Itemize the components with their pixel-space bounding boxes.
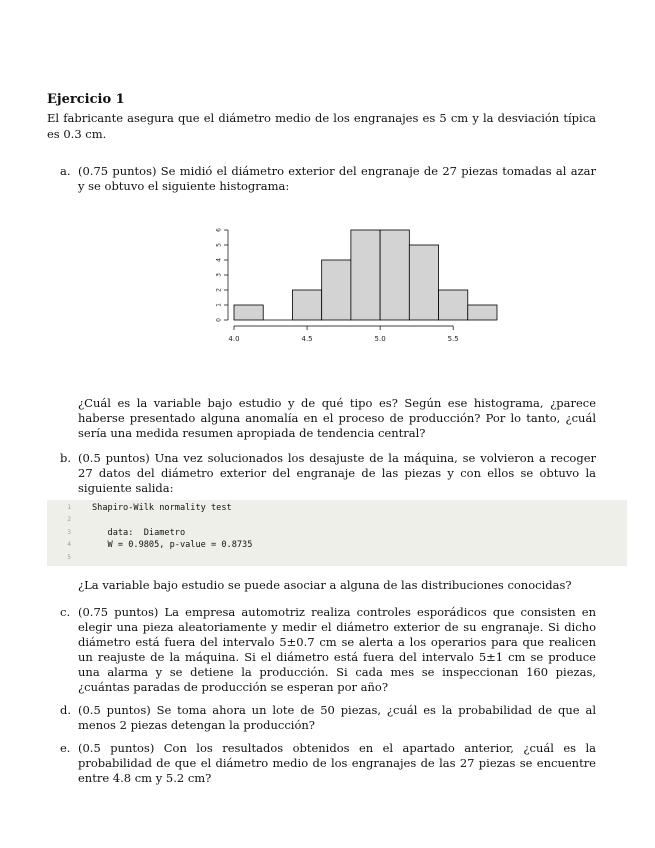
item-c-text: (0.75 puntos) La empresa automotriz realiza controles esporádicos que consisten en elegir una pieza aleatoriamente y medir el diámetro exterior de su engranaje. Si dicho diámetro está fuera del intervalo 5±0.7 cm se alerta a los operarios para que realicen un reajuste de la máquina. Si el diámetro está fuera del intervalo 5±1 cm se produce una alarma y se detiene la producción. Si cada mes se inspeccionan 160 piezas, ¿cuántas paradas de producción se esperan por año?	[78, 604, 596, 694]
code-line	[47, 539, 627, 551]
code-block	[47, 500, 627, 566]
line-number: 3	[67, 528, 71, 536]
item-b-text: (0.5 puntos) Una vez solucionados los desajuste de la máquina, se volvieron a recoger 27 datos del diámetro exterior del engranaje de las piezas y con ellos se obtuvo la siguiente salida:	[78, 451, 596, 495]
item-a	[47, 164, 596, 441]
item-e-marker: e.	[60, 740, 71, 755]
histogram-bar	[409, 245, 438, 320]
histogram-bar	[234, 305, 263, 320]
x-tick-label: 4.0	[228, 335, 240, 343]
code-line	[47, 514, 627, 526]
y-tick-label: 0	[215, 318, 223, 322]
y-tick-label: 5	[215, 243, 223, 247]
histogram-bar	[439, 290, 468, 320]
histogram-bar	[468, 305, 497, 320]
item-e	[47, 741, 596, 786]
item-c-marker: c.	[60, 604, 71, 619]
exercise-title: Ejercicio 1	[47, 92, 125, 107]
item-a-marker: a.	[60, 164, 71, 178]
code-line	[47, 552, 627, 564]
line-number: 2	[67, 516, 71, 524]
histogram-bar	[351, 230, 380, 320]
y-tick-label: 1	[215, 303, 223, 307]
code-line	[47, 527, 627, 539]
item-b-marker: b.	[60, 451, 72, 465]
item-e-text: (0.5 puntos) Con los resultados obtenidos en el apartado anterior, ¿cuál es la probabilidad de que el diámetro medio de los engranajes de las 27 piezas se encuentre entre 4.8 cm y 5.2 cm?	[78, 740, 596, 785]
code-line	[47, 502, 627, 514]
histogram-chart	[192, 224, 522, 356]
x-tick-label: 4.5	[301, 335, 313, 343]
item-d-marker: d.	[60, 702, 72, 717]
item-d-text: (0.5 puntos) Se toma ahora un lote de 50 piezas, ¿cuál es la probabilidad de que al menos 2 piezas detengan la producción?	[78, 702, 596, 732]
item-a-text: (0.75 puntos) Se midió el diámetro exterior del engranaje de 27 piezas tomadas al azar y se obtuvo el siguiente histograma:	[78, 164, 596, 193]
histogram-bar	[322, 260, 351, 320]
line-number: 4	[67, 541, 71, 549]
x-tick-label: 5.0	[374, 335, 386, 343]
histogram-bar	[292, 290, 321, 320]
line-number: 1	[67, 504, 71, 511]
x-tick-label: 5.5	[447, 335, 459, 343]
item-b	[47, 451, 596, 593]
code-text: data: Diametro	[92, 527, 186, 538]
y-tick-label: 2	[215, 288, 223, 292]
code-text: Shapiro-Wilk normality test	[92, 503, 232, 513]
y-tick-label: 6	[215, 228, 223, 232]
y-tick-label: 4	[215, 258, 223, 262]
item-a-question: ¿Cuál es la variable bajo estudio y de qué tipo es? Según ese histograma, ¿parece haberse presentado alguna anomalía en el proceso de producción? Por lo tanto, ¿cuál sería una medida resumen apropiada de tendencia central?	[78, 396, 596, 440]
histogram-figure	[78, 204, 596, 379]
item-d	[47, 703, 596, 733]
item-b-question: ¿La variable bajo estudio se puede asociar a alguna de las distribuciones conocidas?	[78, 577, 572, 592]
exercise-page	[47, 92, 596, 786]
code-text: W = 0.9805, p-value = 0.8735	[92, 540, 253, 551]
item-c	[47, 605, 596, 695]
histogram-bar	[380, 230, 409, 320]
exercise-intro: El fabricante asegura que el diámetro medio de los engranajes es 5 cm y la desviación típica es 0.3 cm.	[47, 111, 596, 141]
y-tick-label: 3	[215, 273, 223, 277]
line-number: 5	[67, 553, 71, 561]
